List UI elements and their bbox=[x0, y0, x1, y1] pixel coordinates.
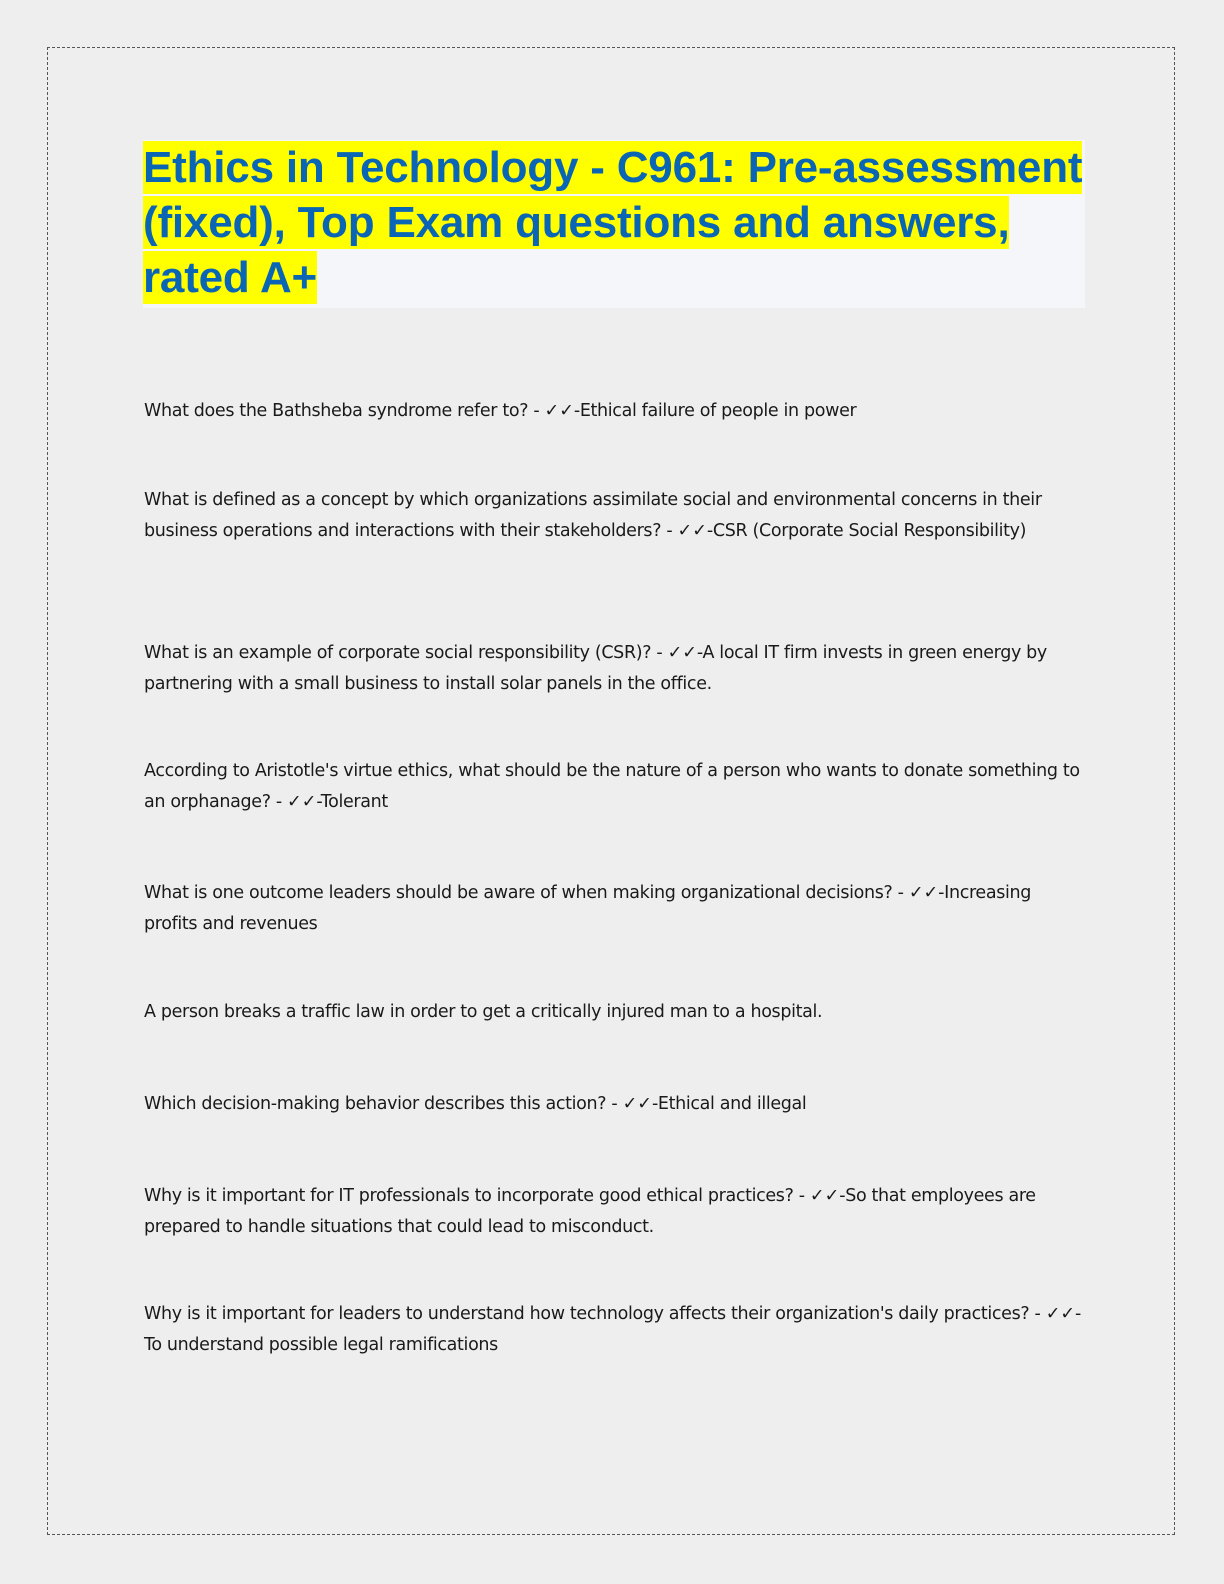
qa-item-2 bbox=[144, 485, 1084, 547]
qa-item-5 bbox=[144, 878, 1084, 940]
document-title bbox=[143, 140, 1085, 305]
answer-text: -A local IT firm invests in green energy by partnering with a small business to install solar panels in the office. bbox=[144, 643, 1047, 694]
question-text: What does the Bathsheba syndrome refer to? - bbox=[144, 401, 545, 421]
question-text: What is one outcome leaders should be aware of when making organizational decisions? - bbox=[144, 883, 909, 903]
qa-item-6 bbox=[144, 997, 1084, 1028]
question-text: A person breaks a traffic law in order to get a critically injured man to a hospital. bbox=[144, 1002, 823, 1022]
qa-item-7 bbox=[144, 1089, 1084, 1120]
answer-text: -Tolerant bbox=[316, 792, 388, 812]
question-text: What is an example of corporate social responsibility (CSR)? - bbox=[144, 643, 668, 663]
qa-item-8 bbox=[144, 1181, 1084, 1243]
answer-text: -So that employees are prepared to handle situations that could lead to misconduct. bbox=[144, 1186, 1036, 1237]
question-text: Which decision-making behavior describes this action? - bbox=[144, 1094, 623, 1114]
check-mark-icon: ✓✓ bbox=[622, 1094, 652, 1114]
question-text: What is defined as a concept by which organizations assimilate social and environmental concerns in their business operations and interactions with their stakeholders? - bbox=[144, 490, 1042, 541]
question-text: According to Aristotle's virtue ethics, what should be the nature of a person who wants to donate something to an orphanage? - bbox=[144, 761, 1080, 812]
answer-text: -Ethical and illegal bbox=[651, 1094, 807, 1114]
answer-text: -To understand possible legal ramifications bbox=[144, 1304, 1081, 1355]
answer-text: -Increasing profits and revenues bbox=[144, 883, 1031, 934]
check-mark-icon: ✓✓ bbox=[544, 401, 574, 421]
check-mark-icon: ✓✓ bbox=[667, 643, 697, 663]
check-mark-icon: ✓✓ bbox=[677, 521, 707, 541]
check-mark-icon: ✓✓ bbox=[1045, 1304, 1076, 1324]
title-highlight: Ethics in Technology - C961: Pre-assessment (fixed), Top Exam questions and answers, rated A+ bbox=[143, 143, 1083, 302]
check-mark-icon: ✓✓ bbox=[287, 792, 317, 812]
check-mark-icon: ✓✓ bbox=[809, 1186, 840, 1206]
qa-item-4 bbox=[144, 756, 1084, 818]
question-text: Why is it important for IT professionals to incorporate good ethical practices? - bbox=[144, 1186, 810, 1206]
question-text: Why is it important for leaders to understand how technology affects their organization's daily practices? - bbox=[144, 1304, 1046, 1324]
qa-item-3 bbox=[144, 638, 1084, 700]
answer-text: -Ethical failure of people in power bbox=[573, 401, 857, 421]
title-block bbox=[143, 140, 1085, 308]
check-mark-icon: ✓✓ bbox=[908, 883, 939, 903]
qa-item-9 bbox=[144, 1299, 1084, 1361]
qa-item-1 bbox=[144, 396, 1084, 427]
answer-text: -CSR (Corporate Social Responsibility) bbox=[706, 521, 1027, 541]
